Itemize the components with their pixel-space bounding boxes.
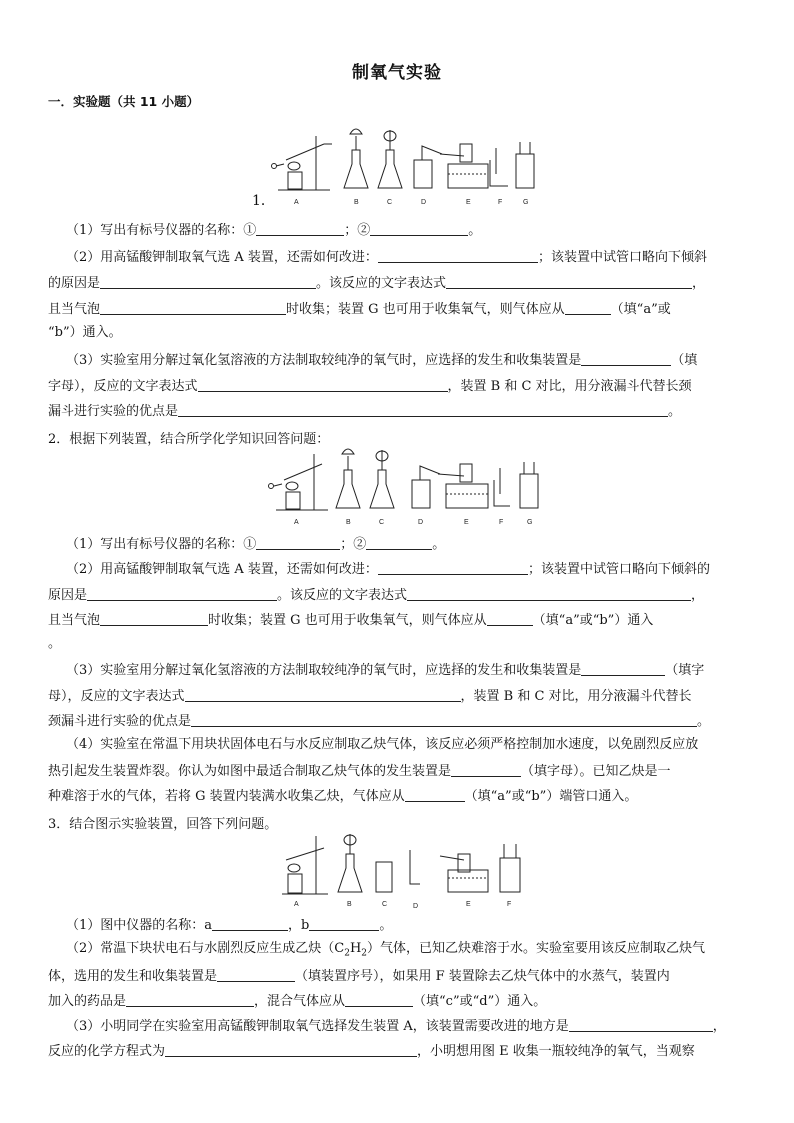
q1-label-d: D bbox=[421, 199, 427, 206]
q1-blank-8[interactable] bbox=[581, 352, 671, 366]
q3-blank-6[interactable] bbox=[569, 1018, 713, 1032]
q3-label-b: B bbox=[347, 901, 352, 908]
q3-blank-5[interactable] bbox=[345, 993, 413, 1007]
q2-line-11: 种难溶于水的气体，若将 G 装置内装满水收集乙炔，气体应从 （填“a”或“b”）端管口通入。 bbox=[48, 789, 638, 804]
q2-label-g: G bbox=[527, 519, 533, 526]
q3-label-c: C bbox=[382, 901, 388, 908]
q3-blank-7[interactable] bbox=[165, 1043, 417, 1057]
q3-blank-2[interactable] bbox=[309, 917, 379, 931]
q2-blank-8[interactable] bbox=[581, 662, 665, 676]
q1-blank-7[interactable] bbox=[565, 301, 611, 315]
q2-line-9: （4）实验室在常温下用块状固体电石与水反应制取乙炔气体，该反应必须严格控制加水速度，以免剧烈反应放 bbox=[66, 737, 699, 752]
q2-line-7: 母），反应的文字表达式 ，装置 B 和 C 对比，用分液漏斗代替长 bbox=[48, 689, 692, 704]
q2-blank-9[interactable] bbox=[185, 688, 461, 702]
q2-label-e: E bbox=[464, 519, 469, 526]
section-heading: 一．实验题（共 11 小题） bbox=[48, 94, 200, 109]
q1-label-e: E bbox=[466, 199, 471, 206]
q2-line-6: （3）实验室用分解过氧化氢溶液的方法制取较纯净的氧气时，应选择的发生和收集装置是 （填字 bbox=[66, 663, 705, 678]
q3-line-2: （2）常温下块状电石与水剧烈反应生成乙炔$(C_2H_2)$气体，已知乙炔难溶于水。实验室要用该反应制取乙炔气 bbox=[66, 941, 706, 959]
q3-line-6: 反应的化学方程式为 ，小明想用图 E 收集一瓶较纯净的氧气，当观察 bbox=[48, 1044, 695, 1059]
q2-blank-11[interactable] bbox=[451, 763, 521, 777]
q1-label-f: F bbox=[498, 199, 503, 206]
q3-blank-4[interactable] bbox=[126, 993, 254, 1007]
q3-line-3: 体，选用的发生和收集装置是 （填装置序号），如果用 F 装置除去乙炔气体中的水蒸气，装置内 bbox=[48, 969, 670, 984]
q2-label-c: C bbox=[379, 519, 385, 526]
q3-label-a: A bbox=[294, 901, 299, 908]
q2-blank-7[interactable] bbox=[487, 612, 533, 626]
q3-label-d: D bbox=[413, 903, 419, 910]
page-title: 制氧气实验 bbox=[352, 63, 442, 83]
q1-label-a: A bbox=[294, 199, 299, 206]
q2-label-d: D bbox=[418, 519, 424, 526]
q2-label-b: B bbox=[346, 519, 351, 526]
q1-label-g: G bbox=[523, 199, 529, 206]
q3-label-f: F bbox=[507, 901, 512, 908]
q2-line-3: 原因是 。该反应的文字表达式 ， bbox=[48, 588, 705, 603]
q2-blank-5[interactable] bbox=[407, 587, 691, 601]
q1-blank-6[interactable] bbox=[100, 301, 286, 315]
q3-apparatus-figure bbox=[272, 826, 532, 910]
q1-line-3: 的原因是 。该反应的文字表达式 ， bbox=[48, 276, 706, 291]
q2-label-f: F bbox=[499, 519, 504, 526]
q1-apparatus-figure bbox=[268, 120, 548, 208]
q3-label-e: E bbox=[466, 901, 471, 908]
q3-line-4: 加入的药品是 ，混合气体应从 （填“c”或“d”）通入。 bbox=[48, 994, 547, 1009]
q2-label-a: A bbox=[294, 519, 299, 526]
q1-blank-4[interactable] bbox=[100, 275, 316, 289]
q2-line-1: （1）写出有标号仪器的名称：① ；② 。 bbox=[66, 537, 446, 552]
q2-blank-10[interactable] bbox=[191, 713, 697, 727]
q2-blank-4[interactable] bbox=[87, 587, 277, 601]
q1-line-7: 字母），反应的文字表达式 ，装置 B 和 C 对比，用分液漏斗代替长颈 bbox=[48, 379, 692, 394]
q1-line-4: 且当气泡 时收集；装置 G 也可用于收集氧气，则气体应从 （填“a”或 bbox=[48, 302, 671, 317]
q2-blank-3[interactable] bbox=[378, 561, 528, 575]
q1-line-6: （3）实验室用分解过氧化氢溶液的方法制取较纯净的氧气时，应选择的发生和收集装置是 （填 bbox=[66, 353, 698, 368]
q2-line-8: 颈漏斗进行实验的优点是 。 bbox=[48, 714, 711, 729]
q2-blank-1[interactable] bbox=[256, 536, 340, 550]
q1-blank-1[interactable] bbox=[256, 222, 344, 236]
q1-blank-5[interactable] bbox=[446, 275, 692, 289]
q3-blank-1[interactable] bbox=[212, 917, 288, 931]
q1-blank-10[interactable] bbox=[178, 403, 668, 417]
q2-line-2: （2）用高锰酸钾制取氧气选 A 装置，还需如何改进： ；该装置中试管口略向下倾斜的 bbox=[66, 562, 710, 577]
q2-line-10: 热引起发生装置炸裂。你认为如图中最适合制取乙炔气体的发生装置是 （填字母）。已知乙炔是一 bbox=[48, 764, 671, 779]
q3-blank-3[interactable] bbox=[217, 968, 295, 982]
q1-line-1: （1）写出有标号仪器的名称：① ；② 。 bbox=[66, 223, 482, 238]
q1-line-8: 漏斗进行实验的优点是 。 bbox=[48, 404, 682, 419]
q2-blank-6[interactable] bbox=[100, 612, 208, 626]
q2-line-4: 且当气泡 时收集；装置 G 也可用于收集氧气，则气体应从 （填“a”或“b”）通入 bbox=[48, 613, 654, 628]
q1-label-c: C bbox=[387, 199, 393, 206]
q2-apparatus-drawing bbox=[264, 440, 549, 528]
q2-blank-2[interactable] bbox=[366, 536, 432, 550]
q1-number: 1． bbox=[252, 193, 275, 209]
q2-blank-12[interactable] bbox=[405, 788, 465, 802]
q3-title: 3．结合图示实验装置，回答下列问题。 bbox=[48, 817, 278, 832]
q1-blank-9[interactable] bbox=[198, 378, 448, 392]
q2-title: 2．根据下列装置，结合所学化学知识回答问题： bbox=[48, 432, 330, 447]
q2-apparatus-figure bbox=[264, 440, 549, 528]
q2-line-5: 。 bbox=[48, 636, 62, 651]
q3-line-1: （1）图中仪器的名称：a ，b 。 bbox=[66, 918, 393, 933]
q1-line-5: “b”）通入。 bbox=[48, 325, 122, 340]
q3-apparatus-drawing bbox=[272, 826, 532, 910]
q1-label-b: B bbox=[354, 199, 359, 206]
q1-line-2: （2）用高锰酸钾制取氧气选 A 装置，还需如何改进： ；该装置中试管口略向下倾斜 bbox=[66, 250, 707, 265]
q1-blank-2[interactable] bbox=[370, 222, 468, 236]
q1-apparatus-drawing bbox=[268, 120, 548, 208]
q1-blank-3[interactable] bbox=[378, 249, 538, 263]
q3-line-5: （3）小明同学在实验室用高锰酸钾制取氧气选择发生装置 A，该装置需要改进的地方是 ， bbox=[66, 1019, 726, 1034]
